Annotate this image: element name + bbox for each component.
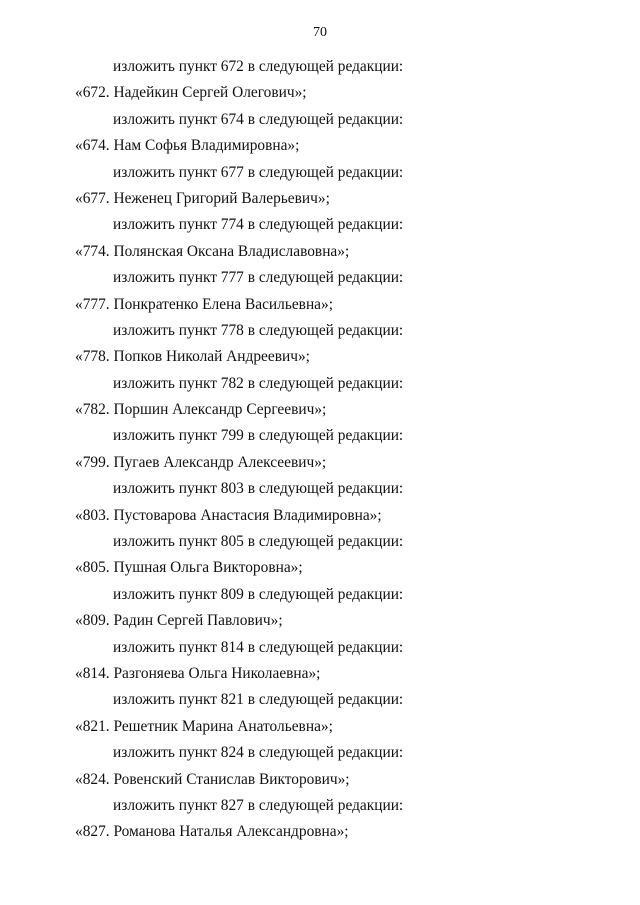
amendment-instruction: изложить пункт 827 в следующей редакции: [113, 796, 404, 814]
amendment-entry: «778. Попков Николай Андреевич»; [75, 348, 310, 366]
amendment-entry: «677. Неженец Григорий Валерьевич»; [75, 189, 330, 207]
amendment-instruction: изложить пункт 799 в следующей редакции: [113, 427, 404, 445]
amendment-entry: «821. Решетник Марина Анатольевна»; [75, 717, 333, 735]
amendment-instruction: изложить пункт 782 в следующей редакции: [113, 374, 404, 392]
amendment-entry: «774. Полянская Оксана Владиславовна»; [75, 242, 350, 260]
amendment-entry: «782. Поршин Александр Сергеевич»; [75, 401, 327, 419]
amendment-instruction: изложить пункт 821 в следующей редакции: [113, 691, 404, 709]
amendment-instruction: изложить пункт 777 в следующей редакции: [113, 269, 404, 287]
amendment-entry: «809. Радин Сергей Павлович»; [75, 612, 283, 630]
amendment-entry: «805. Пушная Ольга Викторовна»; [75, 559, 303, 577]
amendment-entry: «824. Ровенский Станислав Викторович»; [75, 770, 350, 788]
amendment-instruction: изложить пункт 809 в следующей редакции: [113, 585, 404, 603]
amendment-entry: «674. Нам Софья Владимировна»; [75, 137, 300, 155]
amendment-instruction: изложить пункт 778 в следующей редакции: [113, 321, 404, 339]
amendment-entry: «799. Пугаев Александр Алексеевич»; [75, 453, 327, 471]
amendment-instruction: изложить пункт 824 в следующей редакции: [113, 744, 404, 762]
amendment-instruction: изложить пункт 805 в следующей редакции: [113, 533, 404, 551]
amendment-entry: «672. Надейкин Сергей Олегович»; [75, 84, 307, 102]
amendment-entry: «827. Романова Наталья Александровна»; [75, 823, 349, 841]
amendment-instruction: изложить пункт 803 в следующей редакции: [113, 480, 404, 498]
amendment-instruction: изложить пункт 814 в следующей редакции: [113, 638, 404, 656]
amendment-instruction: изложить пункт 774 в следующей редакции: [113, 216, 404, 234]
amendment-entry: «814. Разгоняева Ольга Николаевна»; [75, 664, 321, 682]
amendment-instruction: изложить пункт 672 в следующей редакции: [113, 58, 404, 75]
amendment-entry: «803. Пустоварова Анастасия Владимировна»; [75, 506, 382, 524]
amendment-list [0, 54, 640, 846]
page-number: 70 [313, 25, 327, 40]
amendment-instruction: изложить пункт 674 в следующей редакции: [113, 110, 404, 128]
amendment-instruction: изложить пункт 677 в следующей редакции: [113, 163, 404, 181]
amendment-entry: «777. Понкратенко Елена Васильевна»; [75, 295, 333, 313]
